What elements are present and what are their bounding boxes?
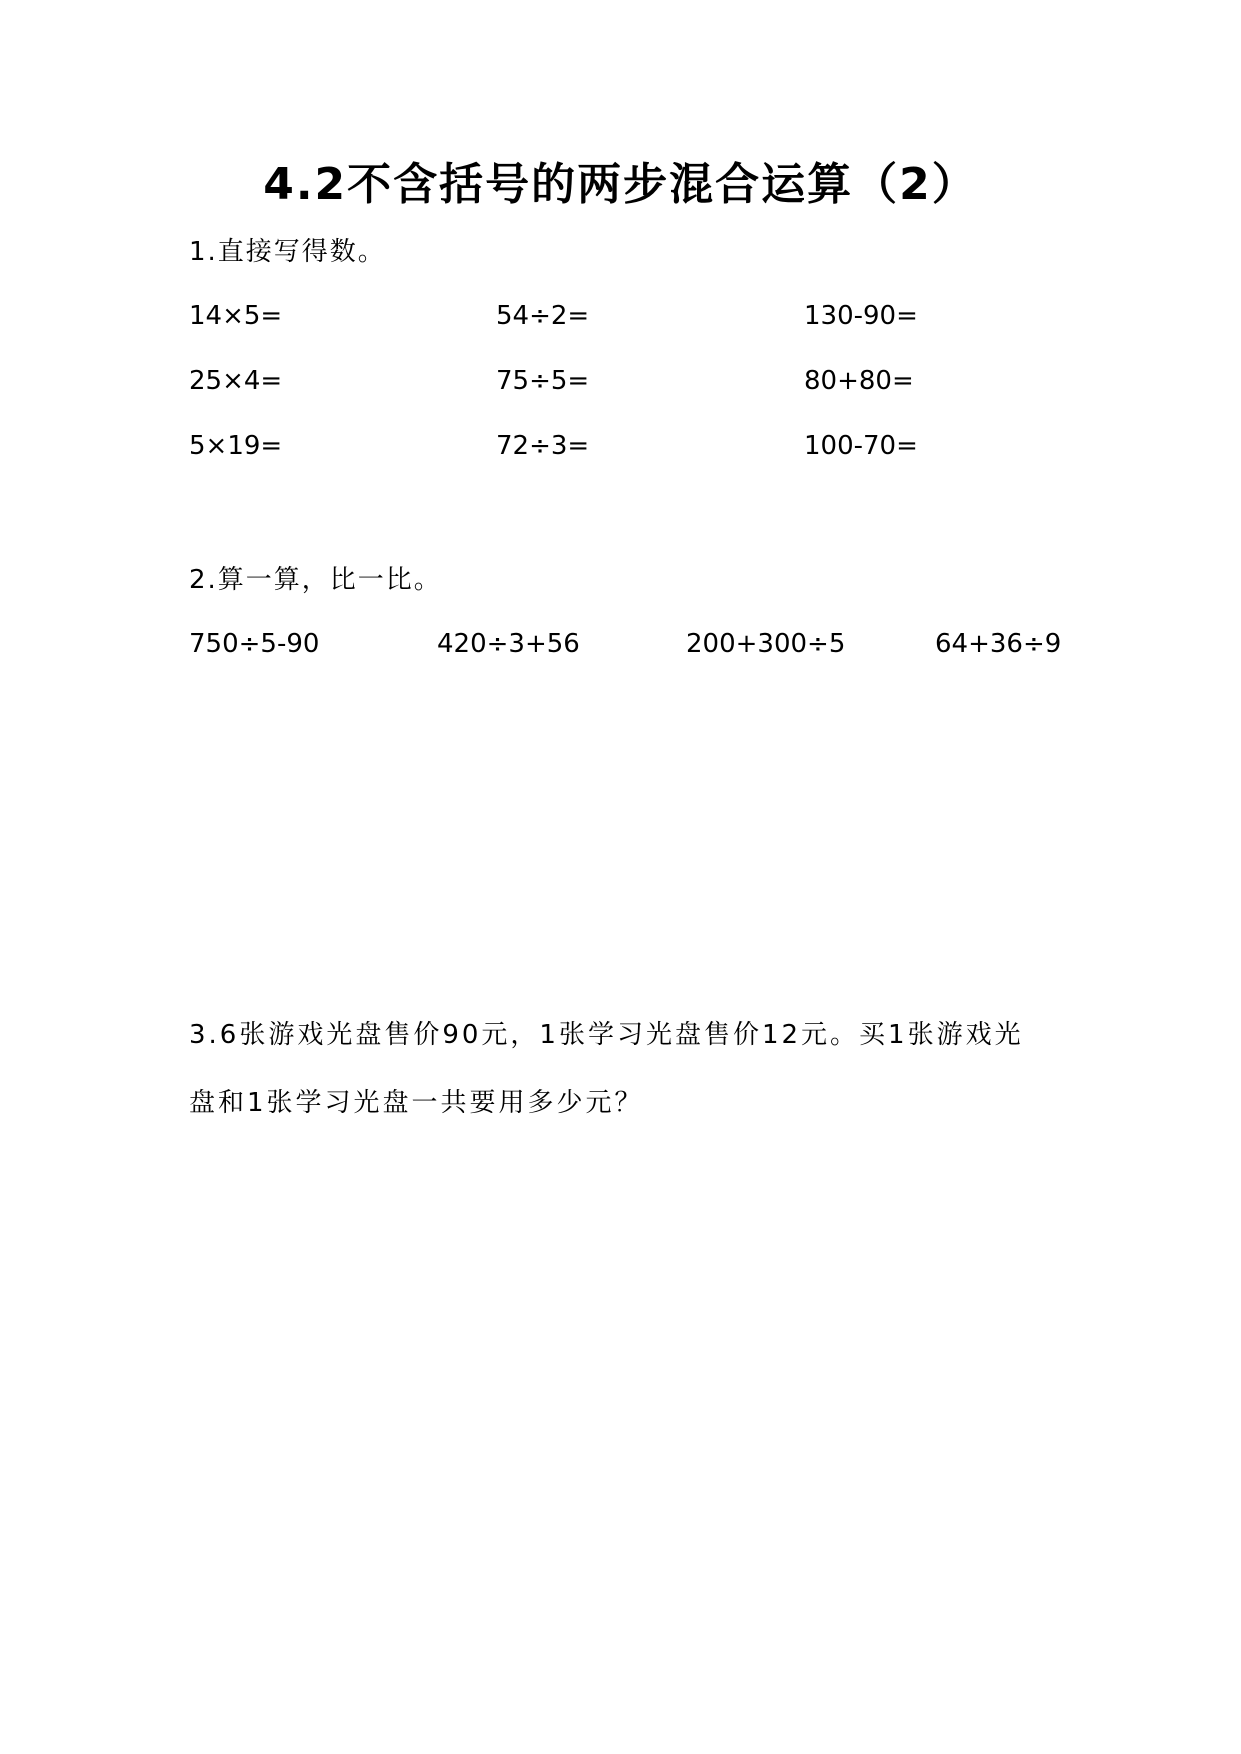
question-2-heading: 2.算一算，比一比。 <box>189 565 442 595</box>
oral-calc-item: 75÷5= <box>496 366 590 396</box>
compare-expression: 64+36÷9 <box>935 629 1062 659</box>
oral-calc-item: 14×5= <box>189 301 283 331</box>
oral-calc-item: 25×4= <box>189 366 283 396</box>
oral-calc-item: 80+80= <box>804 366 914 396</box>
question-1-heading: 1.直接写得数。 <box>189 237 386 267</box>
oral-calc-item: 100-70= <box>804 431 918 461</box>
oral-calc-item: 5×19= <box>189 431 283 461</box>
compare-expression: 420÷3+56 <box>437 629 580 659</box>
compare-expression: 200+300÷5 <box>686 629 846 659</box>
question-3-line: 3.6张游戏光盘售价90元，1张学习光盘售价12元。买1张游戏光 <box>189 1020 1024 1050</box>
oral-calc-item: 54÷2= <box>496 301 590 331</box>
compare-expression: 750÷5-90 <box>189 629 320 659</box>
oral-calc-item: 72÷3= <box>496 431 590 461</box>
question-3-line: 盘和1张学习光盘一共要用多少元？ <box>189 1088 644 1118</box>
page-title: 4.2不含括号的两步混合运算（2） <box>263 159 978 210</box>
oral-calc-item: 130-90= <box>804 301 918 331</box>
